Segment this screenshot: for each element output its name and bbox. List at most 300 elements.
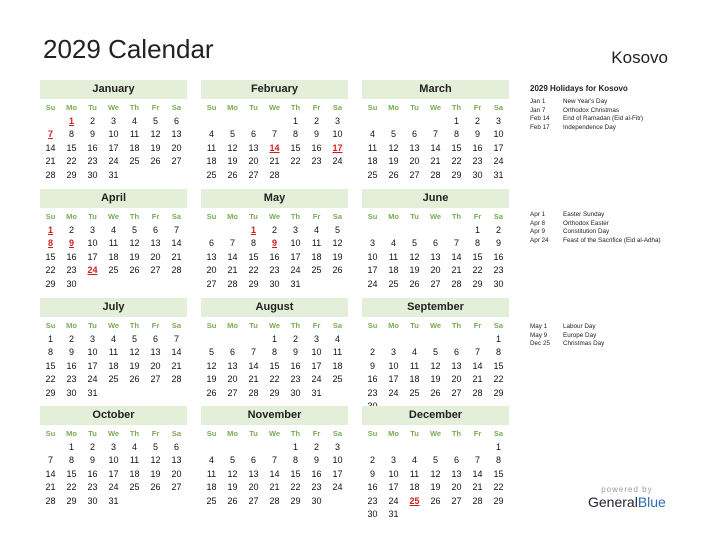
day-cell: 19 bbox=[227, 156, 238, 166]
weekday-label: Fr bbox=[473, 103, 482, 112]
day-cell: 28 bbox=[227, 278, 238, 289]
day-cell: 31 bbox=[311, 387, 322, 398]
day-cell: 26 bbox=[332, 265, 343, 275]
holiday-day-cell: 1 bbox=[47, 224, 53, 235]
day-cell: 15 bbox=[269, 360, 280, 371]
weekday-label: We bbox=[268, 321, 281, 330]
day-cell: 16 bbox=[87, 142, 98, 153]
day-cell: 28 bbox=[451, 278, 462, 289]
day-cell: 28 bbox=[45, 495, 56, 506]
day-cell: 30 bbox=[87, 169, 98, 180]
weekday-label: Su bbox=[45, 212, 56, 221]
weekday-label: Mo bbox=[66, 429, 77, 438]
day-cell: 29 bbox=[66, 495, 77, 506]
day-cell: 7 bbox=[173, 224, 179, 235]
day-cell: 22 bbox=[269, 374, 280, 384]
day-cell: 8 bbox=[68, 129, 74, 139]
day-cell: 19 bbox=[129, 360, 140, 371]
weekday-label: We bbox=[268, 103, 281, 112]
day-cell: 13 bbox=[430, 251, 441, 262]
weekday-label: Fr bbox=[473, 321, 482, 330]
day-cell: 15 bbox=[66, 142, 77, 153]
brand-name-general: General bbox=[588, 494, 638, 510]
day-cell: 16 bbox=[311, 142, 322, 153]
day-cell: 4 bbox=[334, 333, 340, 344]
day-cell: 8 bbox=[495, 347, 501, 357]
day-cell: 28 bbox=[472, 387, 483, 398]
holiday-row bbox=[530, 211, 661, 220]
day-cell: 1 bbox=[453, 115, 459, 126]
empty-cell bbox=[425, 115, 446, 129]
day-cell: 14 bbox=[472, 360, 483, 371]
day-cell: 2 bbox=[369, 347, 375, 357]
empty-cell bbox=[383, 224, 404, 238]
day-cell: 26 bbox=[150, 156, 161, 166]
day-cell: 17 bbox=[493, 142, 504, 153]
holiday-day-cell: 8 bbox=[47, 238, 53, 248]
day-cell: 6 bbox=[432, 238, 438, 248]
day-cell: 12 bbox=[129, 347, 140, 357]
month-march bbox=[362, 80, 509, 182]
day-cell: 8 bbox=[292, 455, 298, 465]
day-cell: 7 bbox=[173, 333, 179, 344]
weekday-label: Sa bbox=[332, 212, 343, 221]
holiday-name: Orthodox Easter bbox=[563, 219, 609, 227]
brand-logo bbox=[588, 485, 666, 510]
day-cell: 31 bbox=[108, 169, 119, 180]
holiday-day-cell: 14 bbox=[269, 142, 280, 153]
day-cell: 14 bbox=[451, 251, 462, 262]
day-cell: 6 bbox=[411, 129, 417, 139]
day-cell: 12 bbox=[430, 468, 441, 479]
day-cell: 11 bbox=[367, 142, 378, 153]
day-cell: 10 bbox=[388, 360, 399, 371]
day-cell: 7 bbox=[271, 129, 277, 139]
day-cell: 25 bbox=[108, 265, 119, 275]
day-cell: 25 bbox=[388, 278, 399, 289]
day-cell: 14 bbox=[430, 142, 441, 153]
day-cell: 28 bbox=[269, 495, 280, 506]
day-cell: 24 bbox=[388, 387, 399, 398]
empty-cell bbox=[201, 441, 222, 455]
holiday-name: Easter Sunday bbox=[563, 211, 605, 218]
weekday-label: Su bbox=[206, 212, 217, 221]
weekday-label: Fr bbox=[151, 321, 160, 330]
day-cell: 26 bbox=[227, 169, 238, 180]
empty-cell bbox=[404, 115, 425, 129]
day-cell: 6 bbox=[152, 333, 158, 344]
day-cell: 6 bbox=[453, 455, 459, 465]
day-cell: 20 bbox=[451, 374, 462, 384]
day-cell: 26 bbox=[150, 482, 161, 492]
day-cell: 26 bbox=[430, 495, 441, 506]
day-cell: 24 bbox=[388, 495, 399, 506]
day-cell: 21 bbox=[472, 374, 483, 384]
weekday-label: Su bbox=[45, 429, 56, 438]
day-cell: 2 bbox=[89, 441, 95, 452]
weekday-label: Su bbox=[367, 212, 378, 221]
day-cell: 11 bbox=[108, 347, 119, 357]
day-cell: 22 bbox=[493, 374, 504, 384]
day-cell: 19 bbox=[227, 482, 238, 492]
weekday-label: Tu bbox=[88, 103, 97, 112]
day-cell: 19 bbox=[430, 374, 441, 384]
day-cell: 24 bbox=[311, 374, 322, 384]
day-cell: 18 bbox=[332, 360, 343, 371]
day-cell: 14 bbox=[269, 468, 280, 479]
day-cell: 2 bbox=[68, 224, 74, 235]
weekday-label: Fr bbox=[312, 103, 321, 112]
weekday-label: Mo bbox=[388, 212, 399, 221]
day-cell: 15 bbox=[290, 468, 301, 479]
day-cell: 6 bbox=[229, 347, 235, 357]
day-cell: 1 bbox=[495, 333, 501, 344]
holiday-row bbox=[530, 228, 661, 237]
day-cell: 17 bbox=[108, 468, 119, 479]
day-cell: 29 bbox=[472, 278, 483, 289]
day-cell: 27 bbox=[409, 169, 420, 180]
day-cell: 25 bbox=[129, 482, 140, 492]
day-cell: 4 bbox=[411, 455, 417, 465]
day-cell: 9 bbox=[369, 468, 375, 479]
day-cell: 23 bbox=[311, 482, 322, 492]
weekday-label: Th bbox=[451, 103, 462, 112]
holiday-day-cell: 7 bbox=[47, 129, 53, 139]
day-cell: 8 bbox=[68, 455, 74, 465]
holidays-title: 2029 Holidays for Kosovo bbox=[530, 84, 628, 93]
day-cell: 20 bbox=[150, 360, 161, 371]
day-cell: 9 bbox=[89, 455, 95, 465]
day-cell: 9 bbox=[313, 129, 319, 139]
holiday-day-cell: 17 bbox=[332, 142, 343, 153]
day-cell: 30 bbox=[290, 387, 301, 398]
month-may bbox=[201, 189, 348, 291]
day-cell: 20 bbox=[248, 156, 259, 166]
day-cell: 13 bbox=[451, 468, 462, 479]
empty-cell bbox=[425, 224, 446, 238]
day-cell: 3 bbox=[89, 224, 95, 235]
day-cell: 14 bbox=[472, 468, 483, 479]
weekday-label: Mo bbox=[388, 429, 399, 438]
day-cell: 2 bbox=[68, 333, 74, 344]
month-grid bbox=[201, 427, 348, 508]
day-cell: 5 bbox=[152, 115, 158, 126]
day-cell: 24 bbox=[108, 482, 119, 492]
day-cell: 25 bbox=[367, 169, 378, 180]
day-cell: 3 bbox=[369, 238, 375, 248]
weekday-label: Tu bbox=[410, 429, 419, 438]
empty-cell bbox=[404, 333, 425, 347]
day-cell: 22 bbox=[248, 265, 259, 275]
day-cell: 5 bbox=[152, 441, 158, 452]
day-cell: 19 bbox=[388, 156, 399, 166]
day-cell: 21 bbox=[171, 251, 182, 262]
day-cell: 30 bbox=[493, 278, 504, 289]
day-cell: 28 bbox=[430, 169, 441, 180]
day-cell: 31 bbox=[290, 278, 301, 289]
day-cell: 17 bbox=[332, 468, 343, 479]
holiday-row bbox=[530, 107, 643, 116]
day-cell: 29 bbox=[269, 387, 280, 398]
holiday-name: Independence Day bbox=[563, 123, 616, 131]
day-cell: 15 bbox=[451, 142, 462, 153]
day-cell: 1 bbox=[292, 441, 298, 452]
day-cell: 15 bbox=[472, 251, 483, 262]
weekday-label: Mo bbox=[227, 103, 238, 112]
day-cell: 9 bbox=[495, 238, 501, 248]
day-cell: 3 bbox=[292, 224, 298, 235]
month-grid bbox=[201, 210, 348, 291]
day-cell: 3 bbox=[110, 115, 116, 126]
month-header: September bbox=[362, 298, 509, 317]
day-cell: 3 bbox=[313, 333, 319, 344]
weekday-label: Sa bbox=[332, 429, 343, 438]
day-cell: 1 bbox=[292, 115, 298, 126]
weekday-label: Th bbox=[129, 429, 140, 438]
weekday-label: Th bbox=[129, 212, 140, 221]
holiday-list bbox=[530, 98, 643, 132]
day-cell: 7 bbox=[453, 238, 459, 248]
weekday-label: We bbox=[107, 212, 120, 221]
empty-cell bbox=[467, 441, 488, 455]
weekday-label: Fr bbox=[151, 212, 160, 221]
day-cell: 4 bbox=[208, 129, 214, 139]
month-grid bbox=[40, 319, 187, 400]
empty-cell bbox=[243, 333, 264, 347]
day-cell: 10 bbox=[367, 251, 378, 262]
weekday-label: Th bbox=[290, 321, 301, 330]
weekday-label: Mo bbox=[66, 103, 77, 112]
day-cell: 14 bbox=[45, 142, 56, 153]
weekday-label: We bbox=[268, 429, 281, 438]
day-cell: 12 bbox=[227, 468, 238, 479]
day-cell: 22 bbox=[66, 482, 77, 492]
country-label: Kosovo bbox=[611, 48, 668, 67]
holiday-row bbox=[530, 323, 604, 332]
day-cell: 15 bbox=[290, 142, 301, 153]
day-cell: 22 bbox=[472, 265, 483, 275]
month-grid bbox=[201, 319, 348, 400]
empty-cell bbox=[40, 115, 61, 129]
day-cell: 18 bbox=[206, 156, 217, 166]
weekday-label: We bbox=[107, 103, 120, 112]
month-grid bbox=[40, 427, 187, 508]
day-cell: 10 bbox=[332, 455, 343, 465]
day-cell: 19 bbox=[332, 251, 343, 262]
day-cell: 11 bbox=[108, 238, 119, 248]
day-cell: 2 bbox=[292, 333, 298, 344]
empty-cell bbox=[404, 224, 425, 238]
month-header: February bbox=[201, 80, 348, 99]
weekday-label: Tu bbox=[249, 321, 258, 330]
day-cell: 23 bbox=[269, 265, 280, 275]
day-cell: 24 bbox=[493, 156, 504, 166]
weekday-label: Mo bbox=[227, 321, 238, 330]
day-cell: 28 bbox=[45, 169, 56, 180]
holiday-date: Feb 14 bbox=[530, 115, 550, 123]
day-cell: 11 bbox=[311, 238, 322, 248]
holiday-day-cell: 9 bbox=[68, 238, 74, 248]
day-cell: 26 bbox=[430, 387, 441, 398]
day-cell: 29 bbox=[451, 169, 462, 180]
day-cell: 18 bbox=[108, 251, 119, 262]
day-cell: 12 bbox=[129, 238, 140, 248]
day-cell: 18 bbox=[108, 360, 119, 371]
day-cell: 1 bbox=[68, 441, 74, 452]
day-cell: 27 bbox=[171, 482, 182, 492]
day-cell: 29 bbox=[290, 495, 301, 506]
day-cell: 20 bbox=[171, 468, 182, 479]
day-cell: 28 bbox=[171, 265, 182, 275]
day-cell: 2 bbox=[89, 115, 95, 126]
day-cell: 14 bbox=[227, 251, 238, 262]
day-cell: 27 bbox=[248, 495, 259, 506]
holiday-row bbox=[530, 124, 643, 133]
empty-cell bbox=[264, 115, 285, 129]
day-cell: 9 bbox=[68, 347, 74, 357]
day-cell: 28 bbox=[248, 387, 259, 398]
day-cell: 20 bbox=[171, 142, 182, 153]
day-cell: 22 bbox=[493, 482, 504, 492]
month-header: April bbox=[40, 189, 187, 208]
day-cell: 8 bbox=[271, 347, 277, 357]
weekday-label: Tu bbox=[410, 103, 419, 112]
month-header: June bbox=[362, 189, 509, 208]
day-cell: 21 bbox=[45, 156, 56, 166]
day-cell: 10 bbox=[290, 238, 301, 248]
day-cell: 17 bbox=[388, 482, 399, 492]
day-cell: 29 bbox=[66, 169, 77, 180]
day-cell: 6 bbox=[208, 238, 214, 248]
month-october bbox=[40, 406, 187, 508]
weekday-label: Sa bbox=[171, 429, 182, 438]
weekday-label: Sa bbox=[171, 321, 182, 330]
day-cell: 26 bbox=[129, 374, 140, 384]
day-cell: 20 bbox=[430, 265, 441, 275]
day-cell: 4 bbox=[208, 455, 214, 465]
day-cell: 4 bbox=[110, 224, 116, 235]
day-cell: 4 bbox=[411, 347, 417, 357]
weekday-label: Tu bbox=[249, 429, 258, 438]
holiday-row bbox=[530, 332, 604, 341]
month-grid bbox=[362, 319, 509, 414]
weekday-label: Mo bbox=[227, 429, 238, 438]
day-cell: 24 bbox=[332, 482, 343, 492]
holiday-date: Apr 24 bbox=[530, 236, 549, 244]
month-header: October bbox=[40, 406, 187, 425]
day-cell: 17 bbox=[311, 360, 322, 371]
day-cell: 3 bbox=[89, 333, 95, 344]
day-cell: 31 bbox=[108, 495, 119, 506]
day-cell: 24 bbox=[332, 156, 343, 166]
day-cell: 24 bbox=[108, 156, 119, 166]
day-cell: 22 bbox=[45, 374, 56, 384]
day-cell: 16 bbox=[493, 251, 504, 262]
day-cell: 30 bbox=[311, 495, 322, 506]
day-cell: 27 bbox=[171, 156, 182, 166]
day-cell: 10 bbox=[108, 455, 119, 465]
day-cell: 6 bbox=[152, 224, 158, 235]
day-cell: 18 bbox=[129, 468, 140, 479]
day-cell: 31 bbox=[87, 387, 98, 398]
day-cell: 19 bbox=[129, 251, 140, 262]
day-cell: 13 bbox=[248, 142, 259, 153]
day-cell: 21 bbox=[269, 156, 280, 166]
day-cell: 11 bbox=[206, 468, 217, 479]
day-cell: 19 bbox=[206, 374, 217, 384]
month-grid bbox=[201, 101, 348, 182]
day-cell: 25 bbox=[129, 156, 140, 166]
day-cell: 6 bbox=[250, 129, 256, 139]
weekday-label: Mo bbox=[388, 321, 399, 330]
weekday-label: Sa bbox=[493, 321, 504, 330]
empty-cell bbox=[201, 224, 222, 238]
day-cell: 12 bbox=[150, 455, 161, 465]
empty-cell bbox=[383, 333, 404, 347]
weekday-label: Tu bbox=[88, 429, 97, 438]
day-cell: 15 bbox=[45, 251, 56, 262]
weekday-label: Tu bbox=[410, 212, 419, 221]
weekday-label: We bbox=[429, 103, 442, 112]
day-cell: 13 bbox=[227, 360, 238, 371]
day-cell: 2 bbox=[271, 224, 277, 235]
day-cell: 10 bbox=[388, 468, 399, 479]
day-cell: 17 bbox=[367, 265, 378, 275]
day-cell: 21 bbox=[451, 265, 462, 275]
day-cell: 9 bbox=[474, 129, 480, 139]
day-cell: 1 bbox=[474, 224, 480, 235]
empty-cell bbox=[362, 333, 383, 347]
day-cell: 15 bbox=[493, 468, 504, 479]
holiday-name: End of Ramadan (Eid al-Fitr) bbox=[563, 115, 644, 123]
weekday-label: Th bbox=[451, 212, 462, 221]
day-cell: 28 bbox=[171, 374, 182, 384]
day-cell: 24 bbox=[367, 278, 378, 289]
day-cell: 13 bbox=[248, 468, 259, 479]
day-cell: 2 bbox=[313, 441, 319, 452]
weekday-label: Sa bbox=[171, 212, 182, 221]
day-cell: 25 bbox=[311, 265, 322, 275]
day-cell: 28 bbox=[472, 495, 483, 506]
day-cell: 17 bbox=[87, 251, 98, 262]
day-cell: 31 bbox=[493, 169, 504, 180]
day-cell: 5 bbox=[432, 455, 438, 465]
day-cell: 20 bbox=[150, 251, 161, 262]
empty-cell bbox=[467, 333, 488, 347]
empty-cell bbox=[383, 115, 404, 129]
month-grid bbox=[40, 210, 187, 291]
day-cell: 1 bbox=[495, 441, 501, 452]
day-cell: 14 bbox=[171, 347, 182, 357]
weekday-label: Mo bbox=[388, 103, 399, 112]
day-cell: 3 bbox=[334, 441, 340, 452]
day-cell: 14 bbox=[171, 238, 182, 248]
holiday-day-cell: 24 bbox=[87, 265, 98, 275]
day-cell: 10 bbox=[493, 129, 504, 139]
day-cell: 13 bbox=[150, 347, 161, 357]
holiday-row bbox=[530, 237, 661, 246]
day-cell: 10 bbox=[332, 129, 343, 139]
holiday-date: Jan 7 bbox=[530, 106, 546, 114]
day-cell: 23 bbox=[66, 265, 77, 275]
day-cell: 5 bbox=[229, 129, 235, 139]
day-cell: 27 bbox=[150, 265, 161, 275]
holiday-row bbox=[530, 98, 643, 107]
empty-cell bbox=[362, 115, 383, 129]
day-cell: 7 bbox=[474, 347, 480, 357]
day-cell: 9 bbox=[313, 455, 319, 465]
day-cell: 11 bbox=[332, 347, 343, 357]
